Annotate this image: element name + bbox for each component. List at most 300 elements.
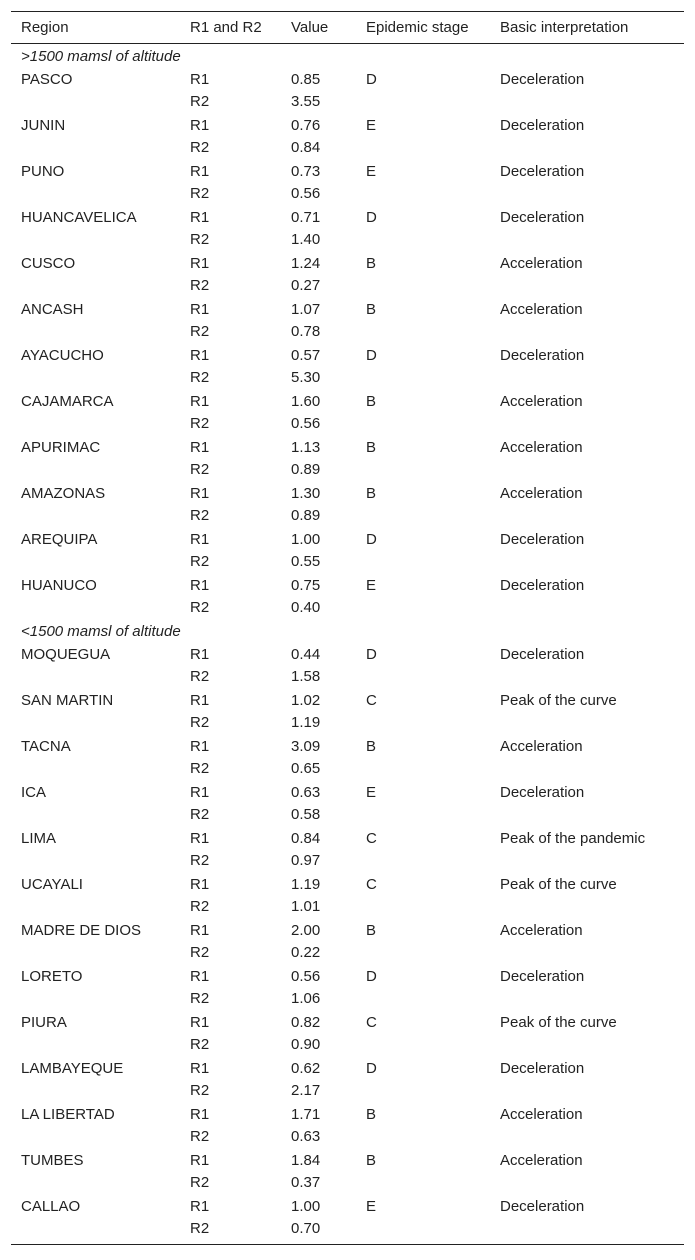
empty-cell [490, 665, 684, 688]
region-cell: PASCO [21, 71, 73, 88]
interpretation-cell: Acceleration [500, 393, 583, 410]
region-cell: MADRE DE DIOS [21, 922, 142, 939]
epidemic-stage-cell: D [366, 71, 377, 88]
table-row [11, 527, 684, 550]
empty-cell [356, 366, 490, 389]
region-cell: PUNO [21, 163, 65, 180]
r1-label-cell: R1 [190, 393, 210, 410]
empty-cell [356, 1217, 490, 1245]
r2-label-cell: R2 [190, 713, 210, 731]
region-cell: AREQUIPA [21, 531, 98, 548]
r1-label-cell: R1 [190, 784, 210, 801]
table-row-r2 [11, 136, 684, 159]
r1-value-cell: 0.44 [291, 646, 321, 663]
r1-label-cell: R1 [190, 531, 210, 548]
empty-cell [356, 803, 490, 826]
empty-cell [11, 895, 180, 918]
r1-value-cell: 1.30 [291, 485, 321, 502]
r1-label-cell: R1 [190, 301, 210, 318]
epidemic-stage-cell: C [366, 830, 377, 847]
r2-label-cell: R2 [190, 1035, 210, 1053]
header-value: Value [281, 12, 356, 44]
table-row-r2 [11, 504, 684, 527]
table-row [11, 780, 684, 803]
region-cell: PIURA [21, 1014, 67, 1031]
table-row-r2 [11, 90, 684, 113]
r2-label-cell: R2 [190, 138, 210, 156]
empty-cell [11, 90, 180, 113]
r1-label-cell: R1 [190, 1198, 210, 1215]
table-row-r2 [11, 1125, 684, 1148]
empty-cell [490, 1217, 684, 1245]
interpretation-cell: Peak of the curve [500, 1014, 617, 1031]
epidemic-stage-cell: D [366, 209, 377, 226]
interpretation-cell: Acceleration [500, 1106, 583, 1123]
table-row [11, 1102, 684, 1125]
empty-cell [356, 665, 490, 688]
table-row [11, 251, 684, 274]
r2-label-cell: R2 [190, 552, 210, 570]
r1-value-cell: 1.00 [291, 531, 321, 548]
empty-cell [356, 136, 490, 159]
table-row-r2 [11, 1217, 684, 1245]
r2-label-cell: R2 [190, 1127, 210, 1145]
empty-cell [11, 412, 180, 435]
table-row [11, 297, 684, 320]
region-cell: ANCASH [21, 301, 84, 318]
empty-cell [356, 1171, 490, 1194]
epidemic-stage-cell: C [366, 1014, 377, 1031]
r2-value-cell: 3.55 [291, 92, 321, 110]
table-row-r2 [11, 941, 684, 964]
interpretation-cell: Deceleration [500, 968, 585, 985]
empty-cell [356, 504, 490, 527]
empty-cell [356, 1125, 490, 1148]
epidemic-stage-cell: E [366, 577, 377, 594]
interpretation-cell: Acceleration [500, 1152, 583, 1169]
r1-value-cell: 0.82 [291, 1014, 321, 1031]
epidemic-stage-cell: D [366, 347, 377, 364]
table-row-r2 [11, 665, 684, 688]
table-row-r2 [11, 550, 684, 573]
r2-value-cell: 0.89 [291, 460, 321, 478]
table-row [11, 113, 684, 136]
epidemic-stage-cell: B [366, 738, 377, 755]
r1-value-cell: 0.73 [291, 163, 321, 180]
interpretation-cell: Acceleration [500, 922, 583, 939]
region-cell: TUMBES [21, 1152, 84, 1169]
epidemic-stage-cell: B [366, 1106, 377, 1123]
empty-cell [356, 757, 490, 780]
r1-value-cell: 0.75 [291, 577, 321, 594]
region-cell: LA LIBERTAD [21, 1106, 115, 1123]
r2-value-cell: 0.40 [291, 598, 321, 616]
region-cell: ICA [21, 784, 47, 801]
interpretation-cell: Deceleration [500, 117, 585, 134]
empty-cell [356, 320, 490, 343]
empty-cell [490, 1079, 684, 1102]
empty-cell [11, 1171, 180, 1194]
interpretation-cell: Deceleration [500, 209, 585, 226]
region-cell: LIMA [21, 830, 57, 847]
epidemic-stage-cell: D [366, 531, 377, 548]
table-row-r2 [11, 366, 684, 389]
empty-cell [490, 1171, 684, 1194]
interpretation-cell: Deceleration [500, 163, 585, 180]
table-row [11, 67, 684, 90]
empty-cell [11, 320, 180, 343]
epidemic-stage-table [11, 11, 684, 1245]
table-row [11, 435, 684, 458]
empty-cell [356, 550, 490, 573]
empty-cell [11, 458, 180, 481]
interpretation-cell: Deceleration [500, 347, 585, 364]
r2-value-cell: 0.97 [291, 851, 321, 869]
region-cell: UCAYALI [21, 876, 83, 893]
r2-label-cell: R2 [190, 92, 210, 110]
empty-cell [11, 1125, 180, 1148]
empty-cell [11, 274, 180, 297]
epidemic-stage-cell: B [366, 439, 377, 456]
table-row-r2 [11, 274, 684, 297]
r2-label-cell: R2 [190, 460, 210, 478]
table-row-r2 [11, 895, 684, 918]
epidemic-stage-cell: E [366, 117, 377, 134]
empty-cell [11, 596, 180, 619]
r2-label-cell: R2 [190, 598, 210, 616]
r1-label-cell: R1 [190, 577, 210, 594]
r1-label-cell: R1 [190, 646, 210, 663]
epidemic-stage-cell: B [366, 393, 377, 410]
r1-label-cell: R1 [190, 968, 210, 985]
r1-value-cell: 0.84 [291, 830, 321, 847]
table-row [11, 1056, 684, 1079]
table-row-r2 [11, 228, 684, 251]
interpretation-cell: Peak of the pandemic [500, 830, 646, 847]
region-cell: HUANCAVELICA [21, 209, 137, 226]
r2-label-cell: R2 [190, 897, 210, 915]
r2-value-cell: 1.40 [291, 230, 321, 248]
r1-value-cell: 1.13 [291, 439, 321, 456]
table-row [11, 343, 684, 366]
empty-cell [11, 1033, 180, 1056]
epidemic-stage-cell: B [366, 485, 377, 502]
table-row-r2 [11, 803, 684, 826]
r1-value-cell: 0.56 [291, 968, 321, 985]
table-row [11, 734, 684, 757]
empty-cell [356, 987, 490, 1010]
r2-label-cell: R2 [190, 1173, 210, 1191]
empty-cell [11, 1217, 180, 1245]
empty-cell [356, 228, 490, 251]
empty-cell [490, 596, 684, 619]
r1-value-cell: 0.71 [291, 209, 321, 226]
empty-cell [11, 711, 180, 734]
r2-value-cell: 1.19 [291, 713, 321, 731]
epidemic-stage-cell: B [366, 922, 377, 939]
region-cell: AYACUCHO [21, 347, 104, 364]
epidemic-stage-cell: B [366, 255, 377, 272]
table-row [11, 205, 684, 228]
r1-value-cell: 0.62 [291, 1060, 321, 1077]
r2-label-cell: R2 [190, 989, 210, 1007]
r2-label-cell: R2 [190, 368, 210, 386]
r1-label-cell: R1 [190, 1152, 210, 1169]
r2-value-cell: 1.01 [291, 897, 321, 915]
header-interpretation: Basic interpretation [490, 12, 684, 44]
empty-cell [356, 941, 490, 964]
interpretation-cell: Deceleration [500, 71, 585, 88]
empty-cell [11, 757, 180, 780]
header-r1-r2: R1 and R2 [180, 12, 281, 44]
r2-value-cell: 0.65 [291, 759, 321, 777]
region-cell: JUNIN [21, 117, 66, 134]
r1-label-cell: R1 [190, 255, 210, 272]
r2-value-cell: 0.27 [291, 276, 321, 294]
epidemic-stage-cell: B [366, 301, 377, 318]
table-row-r2 [11, 1171, 684, 1194]
r1-label-cell: R1 [190, 117, 210, 134]
r1-value-cell: 1.02 [291, 692, 321, 709]
header-epidemic-stage: Epidemic stage [356, 12, 490, 44]
empty-cell [11, 1079, 180, 1102]
empty-cell [490, 941, 684, 964]
epidemic-stage-cell: E [366, 1198, 377, 1215]
empty-cell [490, 274, 684, 297]
region-cell: CALLAO [21, 1198, 81, 1215]
r2-label-cell: R2 [190, 851, 210, 869]
empty-cell [490, 1033, 684, 1056]
region-cell: SAN MARTIN [21, 692, 114, 709]
r1-label-cell: R1 [190, 71, 210, 88]
interpretation-cell: Acceleration [500, 485, 583, 502]
table-row [11, 918, 684, 941]
table-row [11, 642, 684, 665]
empty-cell [356, 895, 490, 918]
r2-value-cell: 5.30 [291, 368, 321, 386]
table-row-r2 [11, 412, 684, 435]
region-cell: APURIMAC [21, 439, 101, 456]
r2-value-cell: 0.78 [291, 322, 321, 340]
table-row [11, 826, 684, 849]
interpretation-cell: Peak of the curve [500, 876, 617, 893]
r2-value-cell: 0.63 [291, 1127, 321, 1145]
r1-value-cell: 0.76 [291, 117, 321, 134]
r1-value-cell: 3.09 [291, 738, 321, 755]
r2-label-cell: R2 [190, 276, 210, 294]
r2-value-cell: 0.55 [291, 552, 321, 570]
table-row-r2 [11, 757, 684, 780]
table-row-r2 [11, 596, 684, 619]
empty-cell [11, 665, 180, 688]
empty-cell [490, 711, 684, 734]
empty-cell [490, 1125, 684, 1148]
region-cell: CAJAMARCA [21, 393, 114, 410]
empty-cell [490, 320, 684, 343]
r2-label-cell: R2 [190, 1081, 210, 1099]
interpretation-cell: Acceleration [500, 439, 583, 456]
table-row [11, 688, 684, 711]
empty-cell [490, 803, 684, 826]
interpretation-cell: Deceleration [500, 1060, 585, 1077]
empty-cell [490, 412, 684, 435]
header-region: Region [11, 12, 180, 44]
empty-cell [11, 550, 180, 573]
r1-label-cell: R1 [190, 1014, 210, 1031]
empty-cell [11, 366, 180, 389]
r1-label-cell: R1 [190, 209, 210, 226]
interpretation-cell: Acceleration [500, 738, 583, 755]
section-row [11, 619, 684, 642]
epidemic-stage-cell: E [366, 163, 377, 180]
r1-value-cell: 1.60 [291, 393, 321, 410]
r2-label-cell: R2 [190, 943, 210, 961]
r2-label-cell: R2 [190, 506, 210, 524]
empty-cell [490, 987, 684, 1010]
table-row-r2 [11, 182, 684, 205]
r2-value-cell: 0.56 [291, 184, 321, 202]
r2-label-cell: R2 [190, 759, 210, 777]
empty-cell [490, 895, 684, 918]
region-cell: MOQUEGUA [21, 646, 111, 663]
r2-value-cell: 0.58 [291, 805, 321, 823]
empty-cell [490, 90, 684, 113]
table-header [11, 12, 684, 44]
empty-cell [490, 849, 684, 872]
epidemic-stage-cell: D [366, 646, 377, 663]
empty-cell [11, 228, 180, 251]
r1-value-cell: 2.00 [291, 922, 321, 939]
r1-label-cell: R1 [190, 1106, 210, 1123]
epidemic-stage-cell: B [366, 1152, 377, 1169]
section-title: >1500 mamsl of altitude [21, 47, 181, 65]
empty-cell [11, 849, 180, 872]
table-row [11, 1194, 684, 1217]
empty-cell [11, 504, 180, 527]
empty-cell [490, 182, 684, 205]
r2-value-cell: 0.90 [291, 1035, 321, 1053]
table-row [11, 872, 684, 895]
table-row [11, 1148, 684, 1171]
r1-label-cell: R1 [190, 485, 210, 502]
r1-value-cell: 1.00 [291, 1198, 321, 1215]
table-row [11, 964, 684, 987]
interpretation-cell: Deceleration [500, 531, 585, 548]
r2-label-cell: R2 [190, 230, 210, 248]
section-title: <1500 mamsl of altitude [21, 622, 181, 640]
empty-cell [490, 550, 684, 573]
r2-value-cell: 0.89 [291, 506, 321, 524]
empty-cell [11, 136, 180, 159]
table-row [11, 389, 684, 412]
epidemic-stage-cell: E [366, 784, 377, 801]
interpretation-cell: Acceleration [500, 255, 583, 272]
header-row [11, 12, 684, 44]
r1-value-cell: 1.07 [291, 301, 321, 318]
table-body [11, 44, 684, 1245]
r1-value-cell: 1.19 [291, 876, 321, 893]
r2-label-cell: R2 [190, 805, 210, 823]
r2-value-cell: 2.17 [291, 1081, 321, 1099]
region-cell: LAMBAYEQUE [21, 1060, 124, 1077]
r2-value-cell: 0.84 [291, 138, 321, 156]
table-row [11, 481, 684, 504]
region-cell: AMAZONAS [21, 485, 106, 502]
region-cell: CUSCO [21, 255, 76, 272]
epidemic-stage-cell: C [366, 876, 377, 893]
r1-value-cell: 1.84 [291, 1152, 321, 1169]
r1-label-cell: R1 [190, 922, 210, 939]
empty-cell [11, 987, 180, 1010]
empty-cell [490, 458, 684, 481]
interpretation-cell: Deceleration [500, 577, 585, 594]
table-row [11, 159, 684, 182]
empty-cell [356, 458, 490, 481]
r2-label-cell: R2 [190, 667, 210, 685]
table-row-r2 [11, 1079, 684, 1102]
table-container [11, 11, 684, 1245]
r1-value-cell: 0.85 [291, 71, 321, 88]
r1-value-cell: 0.57 [291, 347, 321, 364]
empty-cell [490, 504, 684, 527]
interpretation-cell: Deceleration [500, 646, 585, 663]
r2-value-cell: 1.06 [291, 989, 321, 1007]
r2-value-cell: 0.22 [291, 943, 321, 961]
r2-value-cell: 1.58 [291, 667, 321, 685]
empty-cell [490, 136, 684, 159]
r2-value-cell: 0.70 [281, 1217, 356, 1245]
r1-value-cell: 1.71 [291, 1106, 321, 1123]
r1-label-cell: R1 [190, 163, 210, 180]
empty-cell [490, 228, 684, 251]
region-cell: LORETO [21, 968, 83, 985]
empty-cell [356, 274, 490, 297]
r2-value-cell: 0.56 [291, 414, 321, 432]
r1-label-cell: R1 [190, 830, 210, 847]
table-row-r2 [11, 711, 684, 734]
r1-value-cell: 1.24 [291, 255, 321, 272]
empty-cell [356, 182, 490, 205]
empty-cell [356, 711, 490, 734]
interpretation-cell: Acceleration [500, 301, 583, 318]
epidemic-stage-cell: C [366, 692, 377, 709]
r1-label-cell: R1 [190, 692, 210, 709]
r1-label-cell: R1 [190, 347, 210, 364]
empty-cell [356, 90, 490, 113]
empty-cell [356, 596, 490, 619]
r2-value-cell: 0.37 [291, 1173, 321, 1191]
empty-cell [356, 1033, 490, 1056]
interpretation-cell: Deceleration [500, 784, 585, 801]
empty-cell [11, 941, 180, 964]
region-cell: TACNA [21, 738, 71, 755]
table-row-r2 [11, 1033, 684, 1056]
table-row [11, 1010, 684, 1033]
r2-label-cell: R2 [190, 414, 210, 432]
empty-cell [11, 803, 180, 826]
interpretation-cell: Peak of the curve [500, 692, 617, 709]
interpretation-cell: Deceleration [500, 1198, 585, 1215]
r2-label-cell: R2 [180, 1217, 281, 1245]
empty-cell [356, 1079, 490, 1102]
section-row [11, 44, 684, 67]
empty-cell [11, 182, 180, 205]
table-row-r2 [11, 320, 684, 343]
empty-cell [490, 757, 684, 780]
r1-label-cell: R1 [190, 876, 210, 893]
epidemic-stage-cell: D [366, 968, 377, 985]
r1-value-cell: 0.63 [291, 784, 321, 801]
